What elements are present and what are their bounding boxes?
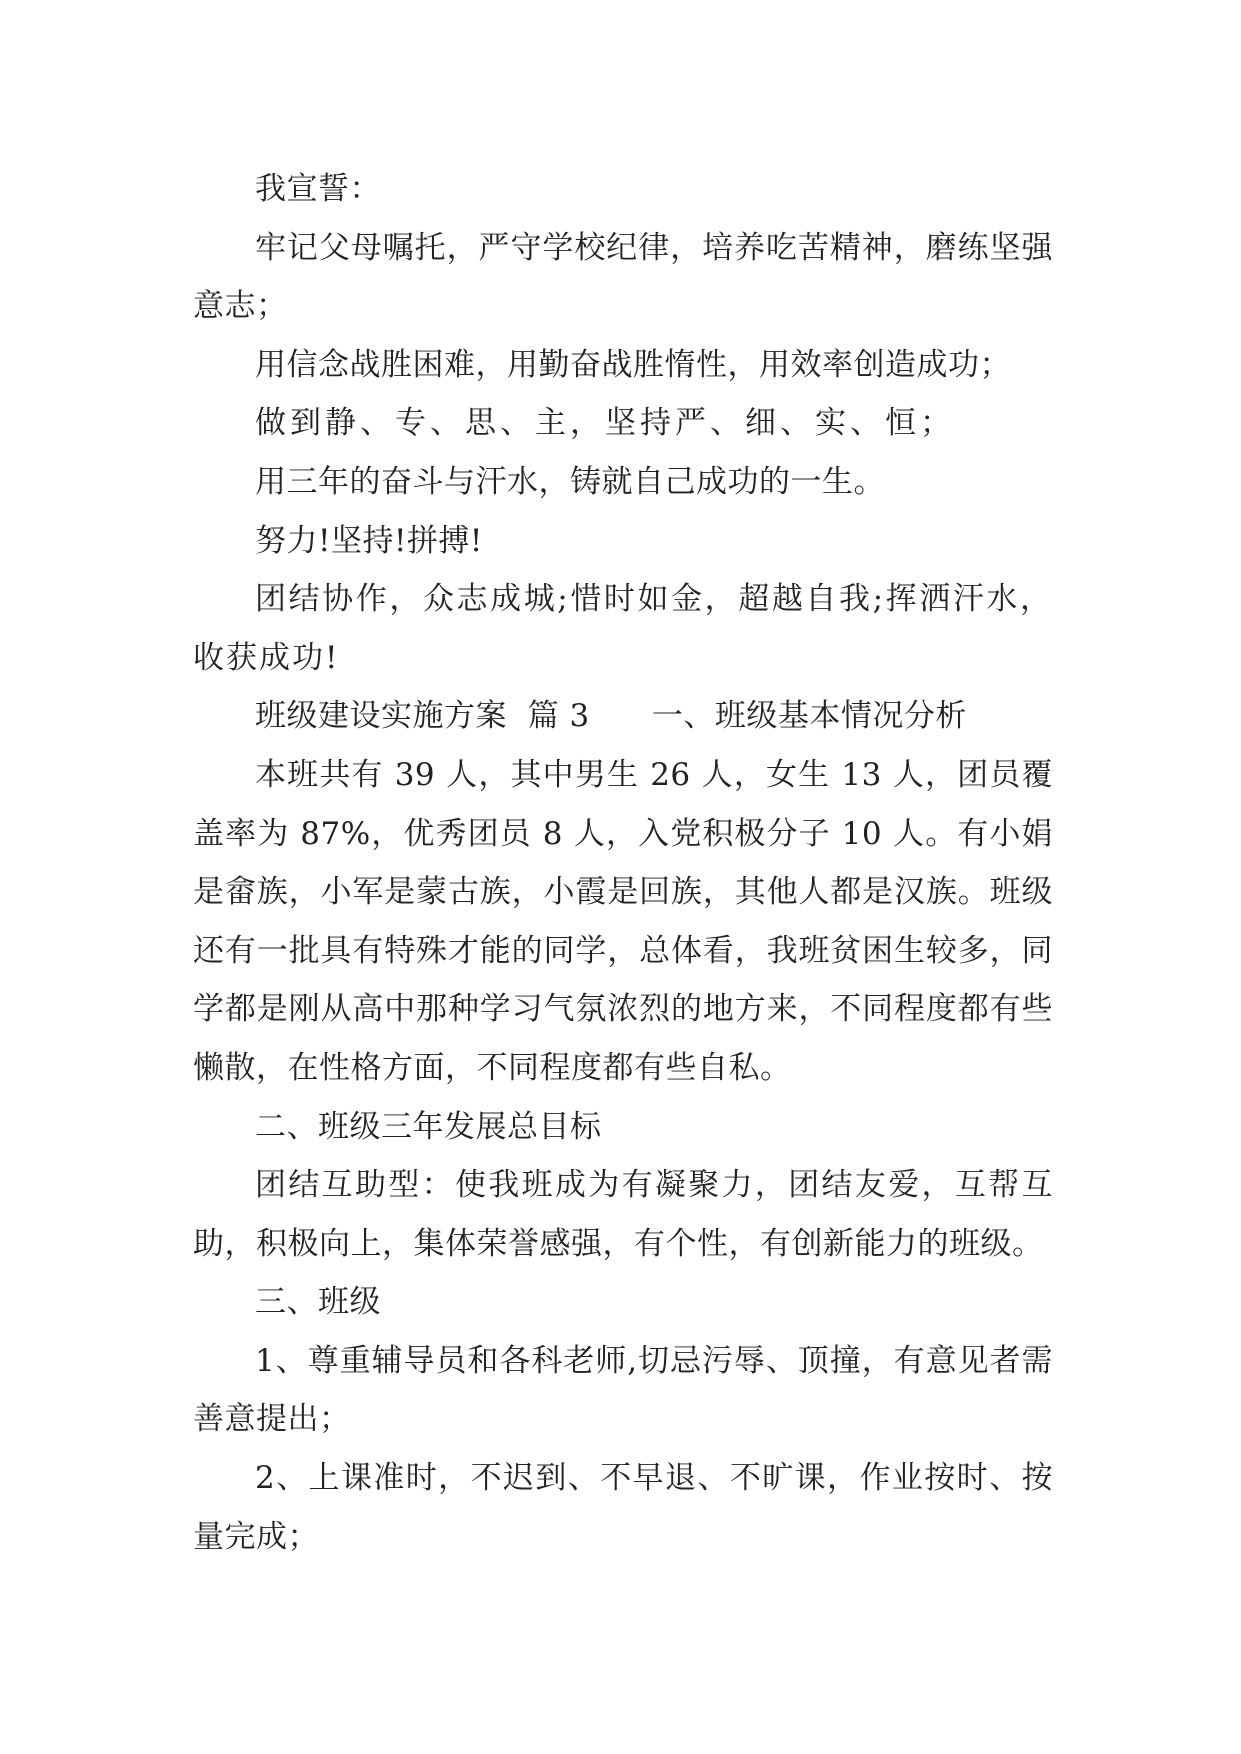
paragraph-oath-2: 用信念战胜困难，用勤奋战胜惰性，用效率创造成功； xyxy=(255,346,1011,383)
section-heading-class: 三、班级 xyxy=(255,1284,381,1321)
paragraph-oath-3: 做到静、专、思、主，坚持严、细、实、恒； xyxy=(255,405,955,442)
rule-item-2: 2、上课准时，不迟到、不早退、不旷课，作业按时、按量完成； xyxy=(193,1460,1053,1555)
rule-item-1: 1、尊重辅导员和各科老师,切忌污辱、顶撞，有意见者需善意提出； xyxy=(193,1342,1053,1438)
section-heading-plan: 班级建设实施方案 篇 3 一、班级基本情况分析 xyxy=(255,698,967,735)
paragraph-goals: 团结互助型：使我班成为有凝聚力，团结友爱，互帮互助，积极向上，集体荣誉感强，有个性，有创新能力的班级。 xyxy=(193,1167,1053,1262)
paragraph-oath-1: 牢记父母嘱托，严守学校纪律，培养吃苦精神，磨练坚强意志； xyxy=(193,229,1053,325)
section-heading-goals: 二、班级三年发展总目标 xyxy=(255,1108,602,1145)
paragraph-slogan: 努力!坚持!拼搏! xyxy=(255,522,483,559)
paragraph-oath-intro: 我宣誓： xyxy=(255,171,381,207)
paragraph-class-analysis: 本班共有 39 人，其中男生 26 人，女生 13 人，团员覆盖率为 87%，优秀团员 8 人，入党积极分子 10 人。有小娟是畲族，小军是蒙古族，小霞是回族，其他人都是汉族。班级还有一批具有特殊才能的同学，总体看，我班贫困生较多，同学都是刚从高中那种学习气氛浓烈的地方来，不同程度都有些懒散，在性格方面，不同程度都有些自私。 xyxy=(193,756,1053,1086)
paragraph-oath-4: 用三年的奋斗与汗水，铸就自己成功的一生。 xyxy=(255,463,885,500)
document-body xyxy=(193,160,1053,1566)
paragraph-motto: 团结协作，众志成城;惜时如金，超越自我;挥洒汗水，收获成功! xyxy=(193,581,1053,676)
